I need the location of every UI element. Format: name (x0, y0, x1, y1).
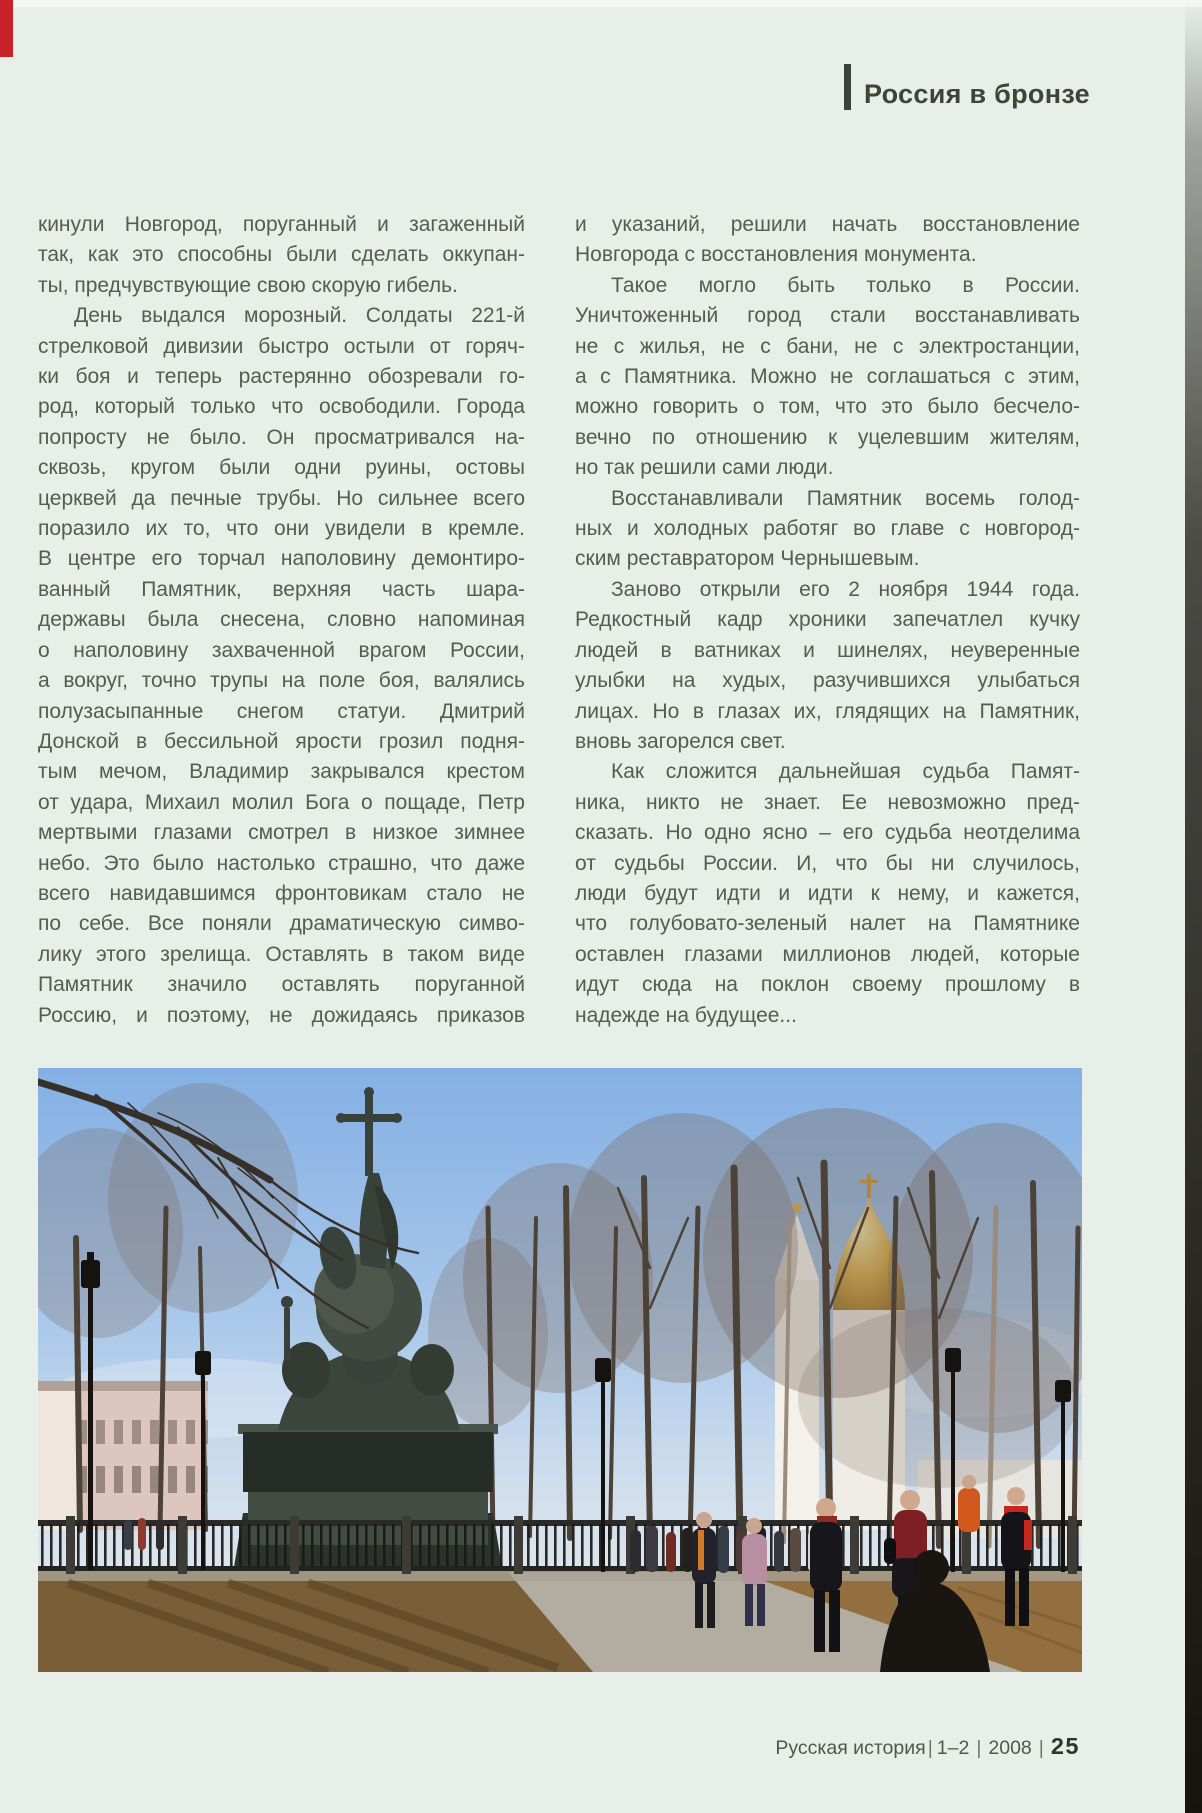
text-line: кинули Новгород, поруганный и загаженный (38, 213, 525, 236)
text-line: Редкостный кадр хроники запечатлел кучку (575, 608, 1080, 632)
text-line: державы была снесена, словно напоминая (38, 608, 525, 632)
text-line: лицах. Но в глазах их, глядящих на Памятник, (575, 699, 1080, 723)
text-line: Как сложится дальнейшая судьба Памят- (611, 760, 1080, 784)
footer-separator: | (1038, 1737, 1044, 1759)
text-line: всего навидавшимся фронтовикам стало не (38, 881, 525, 905)
text-line: ника, никто не знает. Ее невозможно пред- (575, 790, 1080, 814)
text-line: оставлен глазами миллионов людей, которые (575, 942, 1080, 966)
text-line: ты, предчувствующие свою скорую гибель. (38, 273, 458, 297)
text-line: улыбки на худых, разучившихся улыбаться (575, 669, 1080, 693)
text-line: а с Памятника. Можно не соглашаться с этим, (575, 365, 1080, 389)
text-line: тым мечом, Владимир закрывался крестом (38, 760, 525, 784)
text-line: ванный Памятник, верхняя часть шара- (38, 577, 525, 601)
text-line: так, как это способны были сделать оккупан- (38, 243, 525, 267)
text-line: Такое могло быть только в России. (611, 273, 1080, 297)
text-line: полузасыпанные снегом статуи. Дмитрий (38, 699, 525, 723)
text-line: церквей да печные трубы. Но сильнее всего (38, 486, 525, 510)
text-line: люди будут идти и идти к нему, и кажется, (575, 881, 1080, 905)
text-line: сквозь, кругом были одни руины, остовы (38, 456, 525, 480)
text-line: стрелковой дивизии быстро остыли от горяч- (38, 334, 525, 358)
article-photo (38, 1068, 1082, 1672)
article-column-left (38, 210, 525, 1031)
issue-year: 2008 (988, 1737, 1032, 1759)
section-header (844, 64, 1090, 110)
text-line: мертвыми глазами смотрел в низкое зимнее (38, 821, 525, 845)
text-line: можно говорить о том, что это было бесчело- (575, 395, 1080, 419)
section-accent-bar (844, 64, 851, 110)
text-line: вновь загорелся свет. (575, 729, 786, 753)
footer-separator: | (927, 1737, 933, 1759)
text-line: ных и холодных работяг во главе с новгород- (575, 517, 1080, 541)
text-line: поразило их то, что они увидели в кремле. (38, 517, 525, 541)
text-line: идут сюда на поклон своему прошлому в (575, 973, 1080, 997)
scan-right-edge-shadow (1185, 0, 1202, 1813)
text-line: вечно по отношению к уцелевшим жителям, (575, 425, 1080, 449)
text-line: по себе. Все поняли драматическую симво- (38, 912, 525, 936)
page-footer (775, 1733, 1080, 1760)
text-line: В центре его торчал наполовину демонтиро- (38, 547, 525, 571)
text-line: что голубовато-зеленый налет на Памятнике (575, 912, 1080, 936)
text-line: людей в ватниках и шинелях, неуверенные (575, 638, 1080, 662)
text-line: от удара, Михаил молил Бога о пощаде, Петр (38, 790, 525, 814)
text-line: лику этого зрелища. Оставлять в таком виде (38, 942, 525, 966)
text-line: не с жилья, не с бани, не с электростанции, (575, 334, 1080, 358)
text-line: Новгорода с восстановления монумента. (575, 243, 977, 267)
text-line: ским реставратором Чернышевым. (575, 547, 920, 571)
section-title: Россия в бронзе (863, 79, 1090, 109)
text-line: небо. Это было настолько страшно, что даже (38, 851, 525, 875)
text-line: род, который только что освободили. Города (38, 395, 525, 419)
text-line: Восстанавливали Памятник восемь голод- (611, 486, 1080, 510)
text-line: но так решили сами люди. (575, 456, 834, 480)
journal-title: Русская история (775, 1737, 926, 1759)
text-line: День выдался морозный. Солдаты 221-й (74, 304, 525, 328)
text-line: ки боя и теперь растерянно обозревали го- (38, 365, 525, 389)
article-column-right (575, 210, 1080, 1031)
text-line: а вокруг, точно трупы на поле боя, валялись (38, 669, 525, 693)
monument-photo-illustration (38, 1068, 1082, 1672)
text-line: от судьбы России. И, что бы ни случилось, (575, 851, 1080, 875)
issue-number: 1–2 (936, 1737, 970, 1759)
text-line: Памятник значило оставлять поруганной (38, 973, 525, 997)
red-corner-mark (0, 0, 13, 57)
left-building (38, 1381, 208, 1530)
text-line: сказать. Но одно ясно – его судьба неотделима (575, 821, 1080, 845)
scan-top-edge (0, 0, 1202, 7)
text-line: Уничтоженный город стали восстанавливать (575, 304, 1080, 328)
footer-separator: | (976, 1737, 982, 1759)
text-line: о наполовину захваченной врагом России, (38, 638, 525, 662)
text-line: и указаний, решили начать восстановление (575, 213, 1080, 236)
text-line: попросту не было. Он просматривался на- (38, 425, 525, 449)
text-line: Донской в бессильной ярости грозил подня- (38, 729, 525, 753)
text-line: Россию, и поэтому, не дожидаясь приказов (38, 1003, 525, 1027)
text-line: надежде на будущее... (575, 1003, 797, 1027)
page-number: 25 (1050, 1733, 1080, 1759)
text-line: Заново открыли его 2 ноября 1944 года. (611, 577, 1080, 601)
